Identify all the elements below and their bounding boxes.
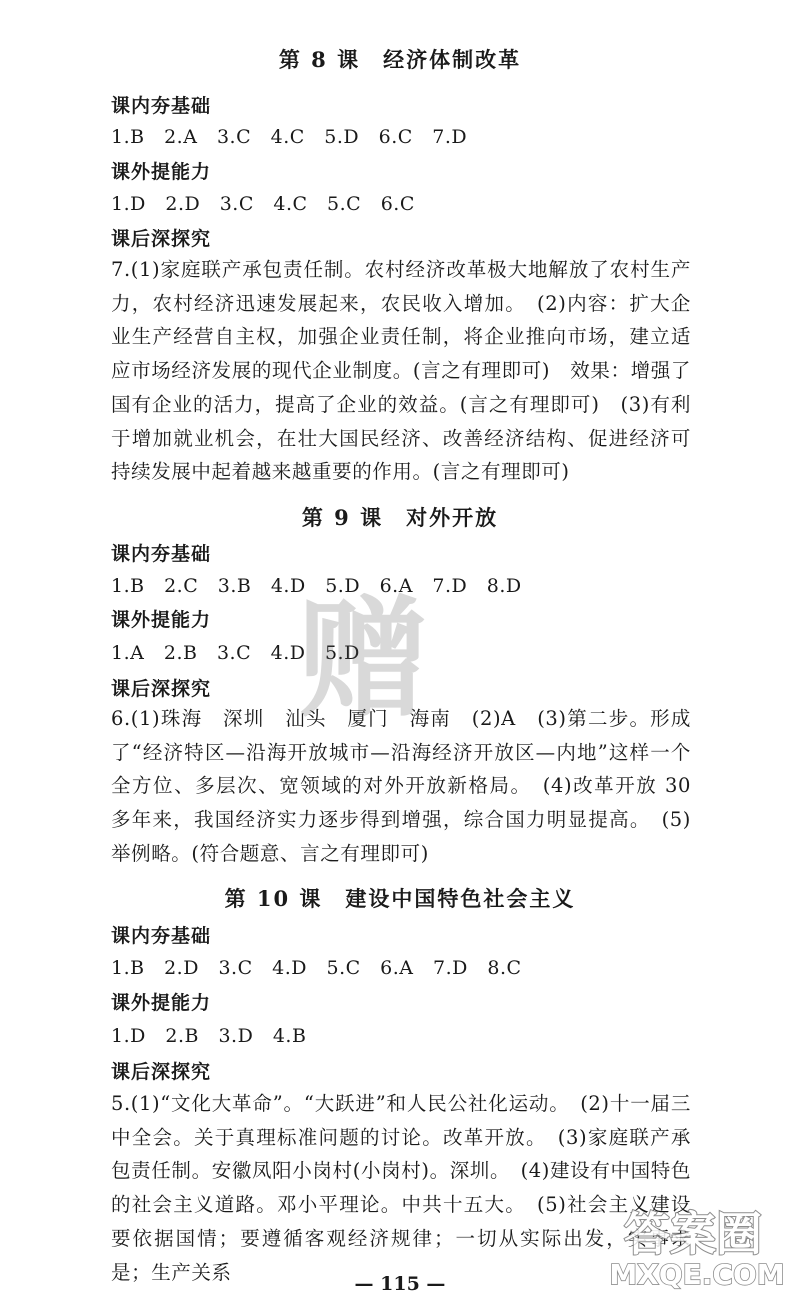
lesson-9-ability-answers: 1.A 2.B 3.C 4.D 5.D (111, 642, 360, 664)
lesson-10-explore-heading: 课后深探究 (111, 1061, 212, 1083)
lesson-8-ability-heading: 课外提能力 (111, 161, 212, 183)
watermark-char: 赠 (297, 592, 429, 722)
lesson-9-ability-heading: 课外提能力 (111, 609, 212, 631)
lesson-9-basics-answers: 1.B 2.C 3.B 4.D 5.D 6.A 7.D 8.D (111, 575, 522, 597)
brand-logo-url: MXQE.COM (609, 1258, 785, 1290)
lesson-10-explore-text: 5.(1)“文化大革命”。“大跃进”和人民公社化运动。 (2)十一届三中全会。关于真理标准问题的讨论。改革开放。 (3)家庭联产承包责任制。安徽凤阳小岗村(小岗村)。深圳。 (4)建设有中国特色的社会主义道路。邓小平理论。中共十五大。 (5)社会主义建设要依据国情；要遵循客观经济规律；一切从实际出发，实事求是；生产关系 (111, 1092, 691, 1284)
lesson-10-ability-answers: 1.D 2.B 3.D 4.B (111, 1025, 307, 1047)
lesson-9-basics-heading: 课内夯基础 (111, 543, 212, 565)
lesson-8-explore-text: 7.(1)家庭联产承包责任制。农村经济改革极大地解放了农村生产力，农村经济迅速发展起来，农民收入增加。 (2)内容：扩大企业生产经营自主权，加强企业责任制，将企业推向市场，建立适应市场经济发展的现代企业制度。(言之有理即可) 效果：增强了国有企业的活力，提高了企业的效益。(言之有理即可) (3)有利于增加就业机会，在壮大国民经济、改善经济结构、促进经济可持续发展中起着越来越重要的作用。(言之有理即可) (111, 258, 691, 484)
lesson-8-ability-answers: 1.D 2.D 3.C 4.C 5.C 6.C (111, 193, 415, 215)
lesson-9-title: 第 9 课 对外开放 (301, 505, 499, 530)
lesson-8-title: 第 8 课 经济体制改革 (278, 47, 522, 72)
lesson-9-explore-heading: 课后深探究 (111, 678, 212, 700)
lesson-10-basics-heading: 课内夯基础 (111, 925, 212, 947)
lesson-10-basics-answers: 1.B 2.D 3.C 4.D 5.C 6.A 7.D 8.C (111, 957, 522, 979)
lesson-8-explore-heading: 课后深探究 (111, 228, 212, 250)
lesson-10-ability-heading: 课外提能力 (111, 992, 212, 1014)
page-number: — 115 — (354, 1273, 446, 1295)
lesson-8-basics-heading: 课内夯基础 (111, 95, 212, 117)
brand-logo-chars: 答案圈 (624, 1207, 762, 1261)
lesson-10-title: 第 10 课 建设中国特色社会主义 (224, 886, 576, 911)
lesson-8-basics-answers: 1.B 2.A 3.C 4.C 5.D 6.C 7.D (111, 126, 468, 148)
lesson-9-explore-text: 6.(1)珠海 深圳 汕头 厦门 海南 (2)A (3)第二步。形成了“经济特区—沿海开放城市—沿海经济开放区—内地”这样一个全方位、多层次、宽领域的对外开放新格局。 (4)改革开放 30 多年来，我国经济实力逐步得到增强，综合国力明显提高。 (5)举例略。(符合题意、言之有理即可) (111, 707, 691, 865)
